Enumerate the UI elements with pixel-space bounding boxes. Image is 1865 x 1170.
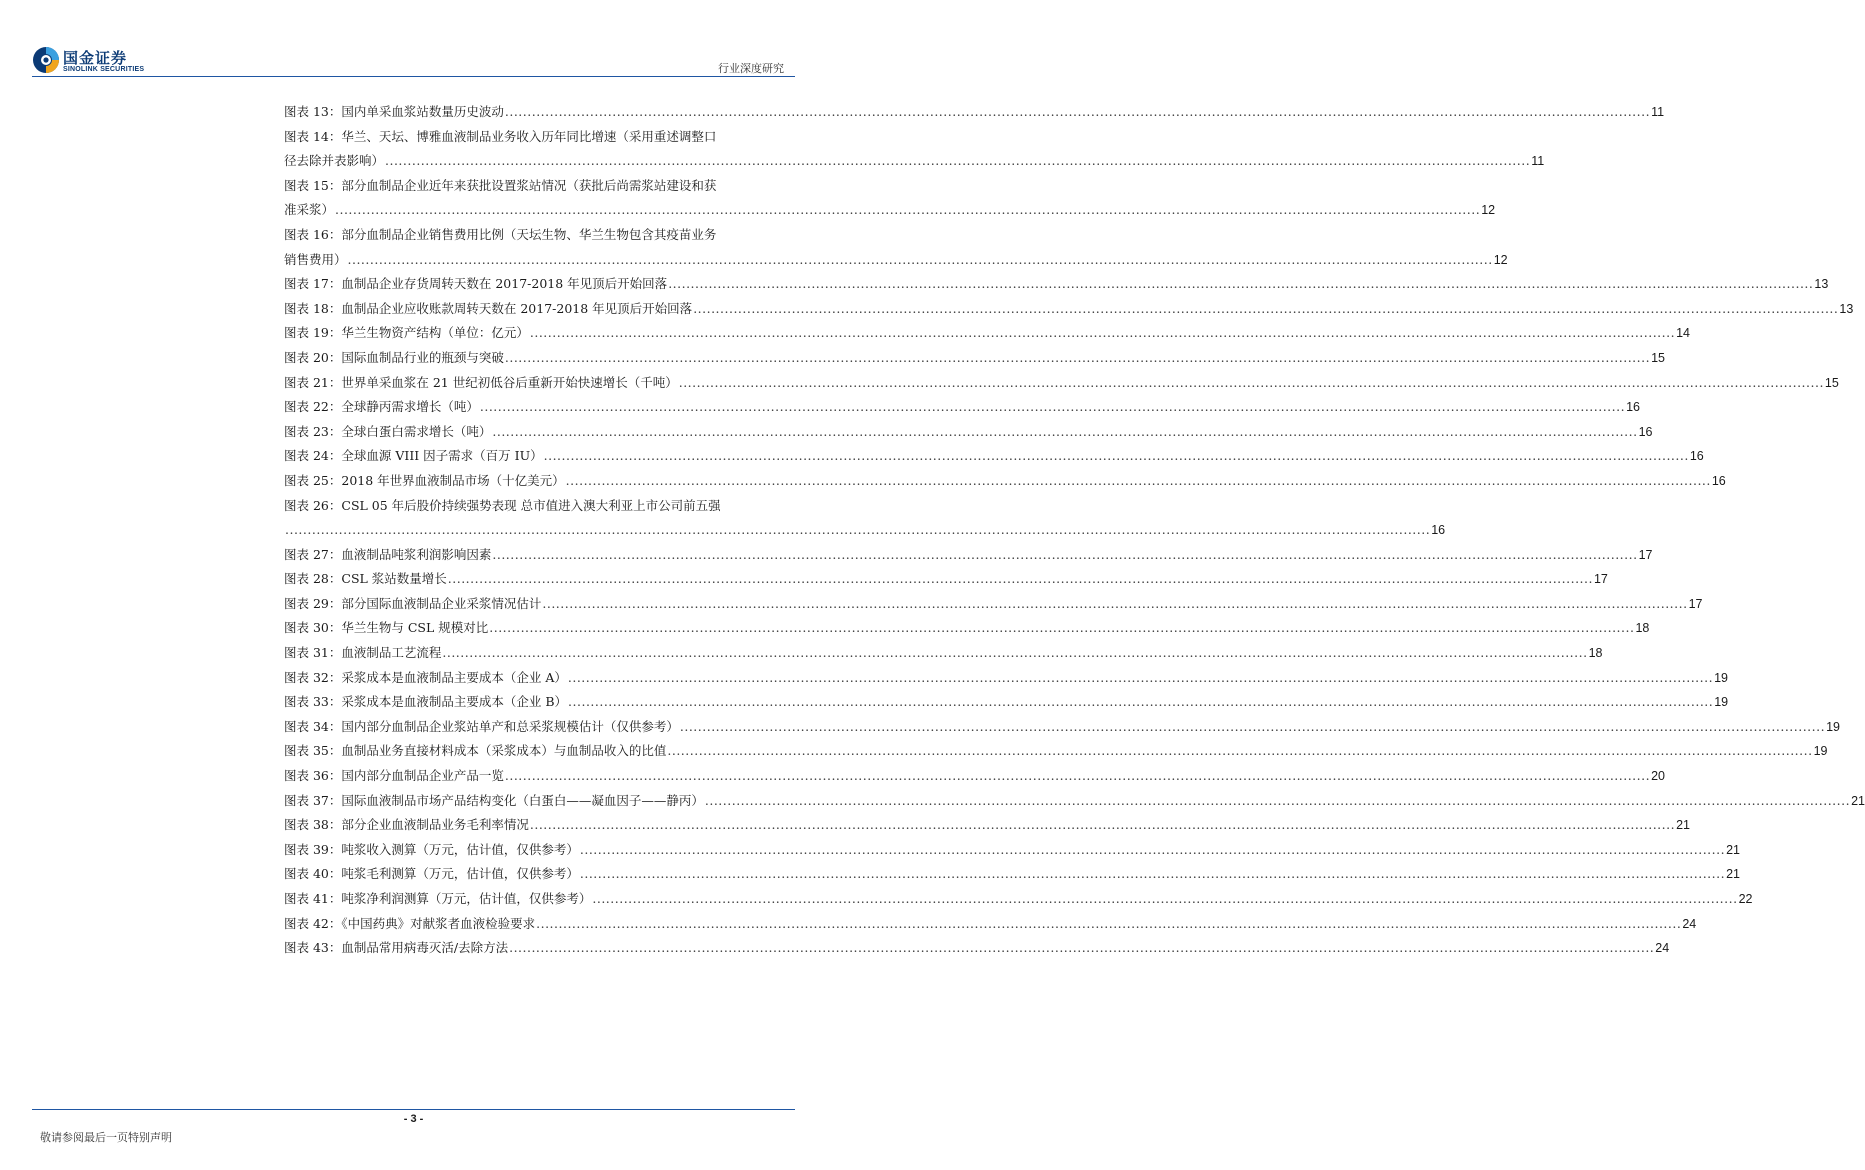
- toc-entry-title: 图表 37：国际血液制品市场产品结构变化（白蛋白——凝血因子——静丙）: [284, 792, 704, 808]
- toc-entry[interactable]: [284, 100, 1665, 125]
- toc-entry[interactable]: [284, 912, 1697, 937]
- toc-entry[interactable]: [284, 444, 1704, 469]
- toc-entry[interactable]: [284, 739, 1828, 764]
- toc-leader-dots: [492, 543, 1637, 568]
- toc-leader-dots: [489, 616, 1634, 641]
- toc-entry[interactable]: [284, 321, 1690, 346]
- toc-entry-title: 图表 40：吨浆毛利测算（万元，估计值，仅供参考）: [284, 866, 579, 882]
- toc-leader-dots: [568, 690, 1713, 715]
- toc-entry-title: 图表 43：血制品常用病毒灭活/去除方法: [284, 940, 509, 956]
- toc-leader-dots: [680, 715, 1825, 740]
- toc-leader-dots: [592, 887, 1737, 912]
- logo-english-name: SINOLINK SECURITIES: [63, 66, 145, 73]
- toc-entry-title: 图表 30：华兰生物与 CSL 规模对比: [284, 620, 489, 636]
- toc-entry[interactable]: [284, 567, 1608, 592]
- toc-entry-title: 图表 13：国内单采血浆站数量历史波动: [284, 104, 504, 119]
- toc-entry-title: 图表 22：全球静丙需求增长（吨）: [284, 399, 479, 415]
- toc-leader-dots: [348, 248, 1493, 273]
- toc-leader-dots: [668, 272, 1813, 297]
- toc-entry-page: 13: [1839, 301, 1854, 316]
- company-logo: [32, 46, 192, 76]
- toc-entry-title: 图表 31：血液制品工艺流程: [284, 645, 442, 661]
- toc-leader-dots: [480, 395, 1625, 420]
- toc-leader-dots: [580, 838, 1725, 863]
- toc-entry-page: 20: [1651, 769, 1665, 784]
- toc-entry[interactable]: [284, 690, 1729, 715]
- toc-leader-dots: [566, 469, 1711, 494]
- toc-entry-page: 12: [1481, 203, 1496, 218]
- toc-leader-dots: [693, 297, 1838, 322]
- toc-entry[interactable]: [284, 887, 1753, 912]
- toc-leader-dots: [536, 912, 1681, 937]
- toc-entry[interactable]: [284, 715, 1840, 740]
- toc-leader-dots: [385, 149, 1530, 174]
- toc-entry-page: 18: [1588, 646, 1603, 661]
- toc-entry-page: 18: [1635, 621, 1650, 636]
- toc-entry-page: 16: [1626, 400, 1640, 415]
- toc-leader-dots: [505, 346, 1650, 371]
- toc-entry[interactable]: [284, 174, 1496, 223]
- toc-entry[interactable]: [284, 346, 1665, 371]
- toc-leader-dots: [544, 444, 1689, 469]
- toc-entry[interactable]: [284, 297, 1854, 322]
- toc-entry-page: 14: [1676, 326, 1690, 341]
- toc-entry-title: 图表 36：国内部分血制品企业产品一览: [284, 768, 504, 784]
- toc-entry[interactable]: [284, 592, 1703, 617]
- toc-entry-page: 24: [1655, 941, 1670, 956]
- toc-entry-page: 22: [1738, 892, 1753, 906]
- toc-entry-title: 图表 29：部分国际血液制品企业采浆情况估计: [284, 595, 542, 611]
- toc-leader-dots: [505, 100, 1650, 125]
- document-type: 行业深度研究: [718, 62, 784, 75]
- toc-entry-title: 图表 26：CSL 05 年后股价持续强势表现 总市值进入澳大利亚上市公司前五强: [284, 497, 721, 513]
- toc-entry-page: 11: [1651, 105, 1665, 119]
- toc-entry-title: 图表 38：部分企业血液制品业务毛利率情况: [284, 817, 529, 833]
- toc-entry[interactable]: [284, 641, 1603, 666]
- toc-entry-title: 图表 39：吨浆收入测算（万元，估计值，仅供参考）: [284, 841, 579, 857]
- toc-leader-dots: [509, 936, 1654, 961]
- toc-entry-page: 16: [1431, 523, 1446, 538]
- footer-disclaimer: 敬请参阅最后一页特别声明: [40, 1131, 172, 1144]
- toc-entry-title-cont: 准采浆）: [284, 202, 335, 218]
- logo-icon: [32, 46, 60, 74]
- toc-entry-title: 图表 24：全球血源 VIII 因子需求（百万 IU）: [284, 448, 543, 464]
- toc-entry-page: 12: [1493, 252, 1508, 267]
- toc-entry-title-cont: 销售费用）: [284, 251, 347, 267]
- toc-entry[interactable]: [284, 371, 1839, 396]
- toc-leader-dots: [667, 739, 1812, 764]
- toc-entry-title: 图表 32：采浆成本是血液制品主要成本（企业 A）: [284, 669, 567, 685]
- toc-entry[interactable]: [284, 616, 1650, 641]
- toc-leader-dots: [505, 764, 1650, 789]
- toc-entry-title: 图表 18：血制品企业应收账款周转天数在 2017-2018 年见顶后开始回落: [284, 300, 693, 316]
- toc-leader-dots: [285, 518, 1430, 543]
- toc-entry-title: 图表 35：血制品业务直接材料成本（采浆成本）与血制品收入的比值: [284, 743, 667, 759]
- toc-entry[interactable]: [284, 469, 1726, 494]
- logo-chinese-name: 国金证券: [63, 49, 128, 67]
- toc-entry[interactable]: [284, 838, 1740, 863]
- toc-entry-page: 11: [1531, 154, 1545, 169]
- toc-leader-dots: [530, 813, 1675, 838]
- toc-entry[interactable]: [284, 223, 1508, 272]
- toc-entry[interactable]: [284, 789, 1865, 814]
- toc-entry-title: 图表 15：部分血制品企业近年来获批设置浆站情况（获批后尚需浆站建设和获: [284, 177, 717, 193]
- toc-entry-page: 21: [1851, 793, 1865, 808]
- toc-entry[interactable]: [284, 272, 1829, 297]
- toc-entry-title: 图表 21：世界单采血浆在 21 世纪初低谷后重新开始快速增长（千吨）: [284, 374, 678, 390]
- toc-entry-title: 图表 33：采浆成本是血液制品主要成本（企业 B）: [284, 694, 568, 710]
- toc-entry-title: 图表 25：2018 年世界血液制品市场（十亿美元）: [284, 472, 565, 488]
- toc-entry[interactable]: [284, 395, 1640, 420]
- toc-entry-title: 图表 23：全球白蛋白需求增长（吨）: [284, 423, 492, 439]
- toc-entry-page: 19: [1826, 719, 1840, 734]
- toc-entry-title: 图表 16：部分血制品企业销售费用比例（天坛生物、华兰生物包含其疫苗业务: [284, 226, 717, 242]
- toc-entry-page: 21: [1726, 842, 1740, 857]
- toc-entry[interactable]: [284, 813, 1690, 838]
- toc-leader-dots: [580, 862, 1725, 887]
- toc-entry-page: 21: [1726, 867, 1740, 882]
- toc-entry[interactable]: [284, 936, 1670, 961]
- toc-entry-page: 16: [1638, 424, 1653, 439]
- toc-entry-title: 图表 42：《中国药典》对献浆者血液检验要求: [284, 915, 536, 931]
- toc-entry-page: 16: [1711, 473, 1726, 488]
- footer-divider: [32, 1109, 795, 1110]
- toc-leader-dots: [705, 789, 1850, 814]
- toc-entry-title: 图表 41：吨浆净利润测算（万元，估计值，仅供参考）: [284, 891, 592, 906]
- toc-entry-page: 19: [1714, 695, 1729, 710]
- toc-entry-page: 15: [1824, 375, 1839, 390]
- toc-entry-page: 19: [1714, 670, 1728, 685]
- toc-leader-dots: [568, 666, 1713, 691]
- toc-entry-page: 24: [1682, 916, 1697, 931]
- toc-entry-page: 19: [1813, 744, 1828, 759]
- toc-entry-title: 图表 28：CSL 浆站数量增长: [284, 571, 447, 587]
- toc-entry[interactable]: [284, 420, 1653, 445]
- toc-leader-dots: [442, 641, 1587, 666]
- toc-leader-dots: [530, 321, 1675, 346]
- toc-entry-page: 17: [1638, 547, 1653, 562]
- toc-entry[interactable]: [284, 543, 1653, 568]
- toc-entry-page: 17: [1688, 596, 1703, 611]
- toc-entry-title: 图表 27：血液制品吨浆利润影响因素: [284, 546, 492, 562]
- toc-entry[interactable]: [284, 666, 1728, 691]
- toc-entry-title: 图表 20：国际血制品行业的瓶颈与突破: [284, 349, 504, 365]
- page-header: [0, 0, 827, 80]
- toc-entry[interactable]: [284, 764, 1665, 789]
- header-divider: [32, 76, 795, 77]
- toc-leader-dots: [335, 198, 1480, 223]
- toc-leader-dots: [679, 371, 1824, 396]
- toc-entry-title: 图表 14：华兰、天坛、博雅血液制品业务收入历年同比增速（采用重述调整口: [284, 128, 717, 144]
- toc-entry-page: 17: [1593, 572, 1608, 587]
- toc-entry[interactable]: [284, 125, 1545, 174]
- toc-entry-page: 15: [1651, 350, 1665, 365]
- toc-entry-title: 图表 34：国内部分血制品企业浆站单产和总采浆规模估计（仅供参考）: [284, 718, 679, 734]
- toc-entry-title: 图表 17：血制品企业存货周转天数在 2017-2018 年见顶后开始回落: [284, 276, 668, 292]
- table-of-figures: [284, 100, 1865, 961]
- page-number: - 3 -: [403, 1113, 424, 1125]
- toc-leader-dots: [448, 567, 1593, 592]
- toc-entry-page: 13: [1814, 277, 1829, 292]
- toc-leader-dots: [492, 420, 1637, 445]
- toc-entry-page: 16: [1689, 449, 1704, 464]
- toc-entry[interactable]: [284, 494, 1446, 543]
- toc-entry-title-cont: 径去除并表影响）: [284, 153, 385, 169]
- toc-entry-title: 图表 19：华兰生物资产结构（单位：亿元）: [284, 325, 529, 341]
- toc-entry-page: 21: [1676, 818, 1690, 833]
- toc-leader-dots: [542, 592, 1687, 617]
- toc-entry[interactable]: [284, 862, 1740, 887]
